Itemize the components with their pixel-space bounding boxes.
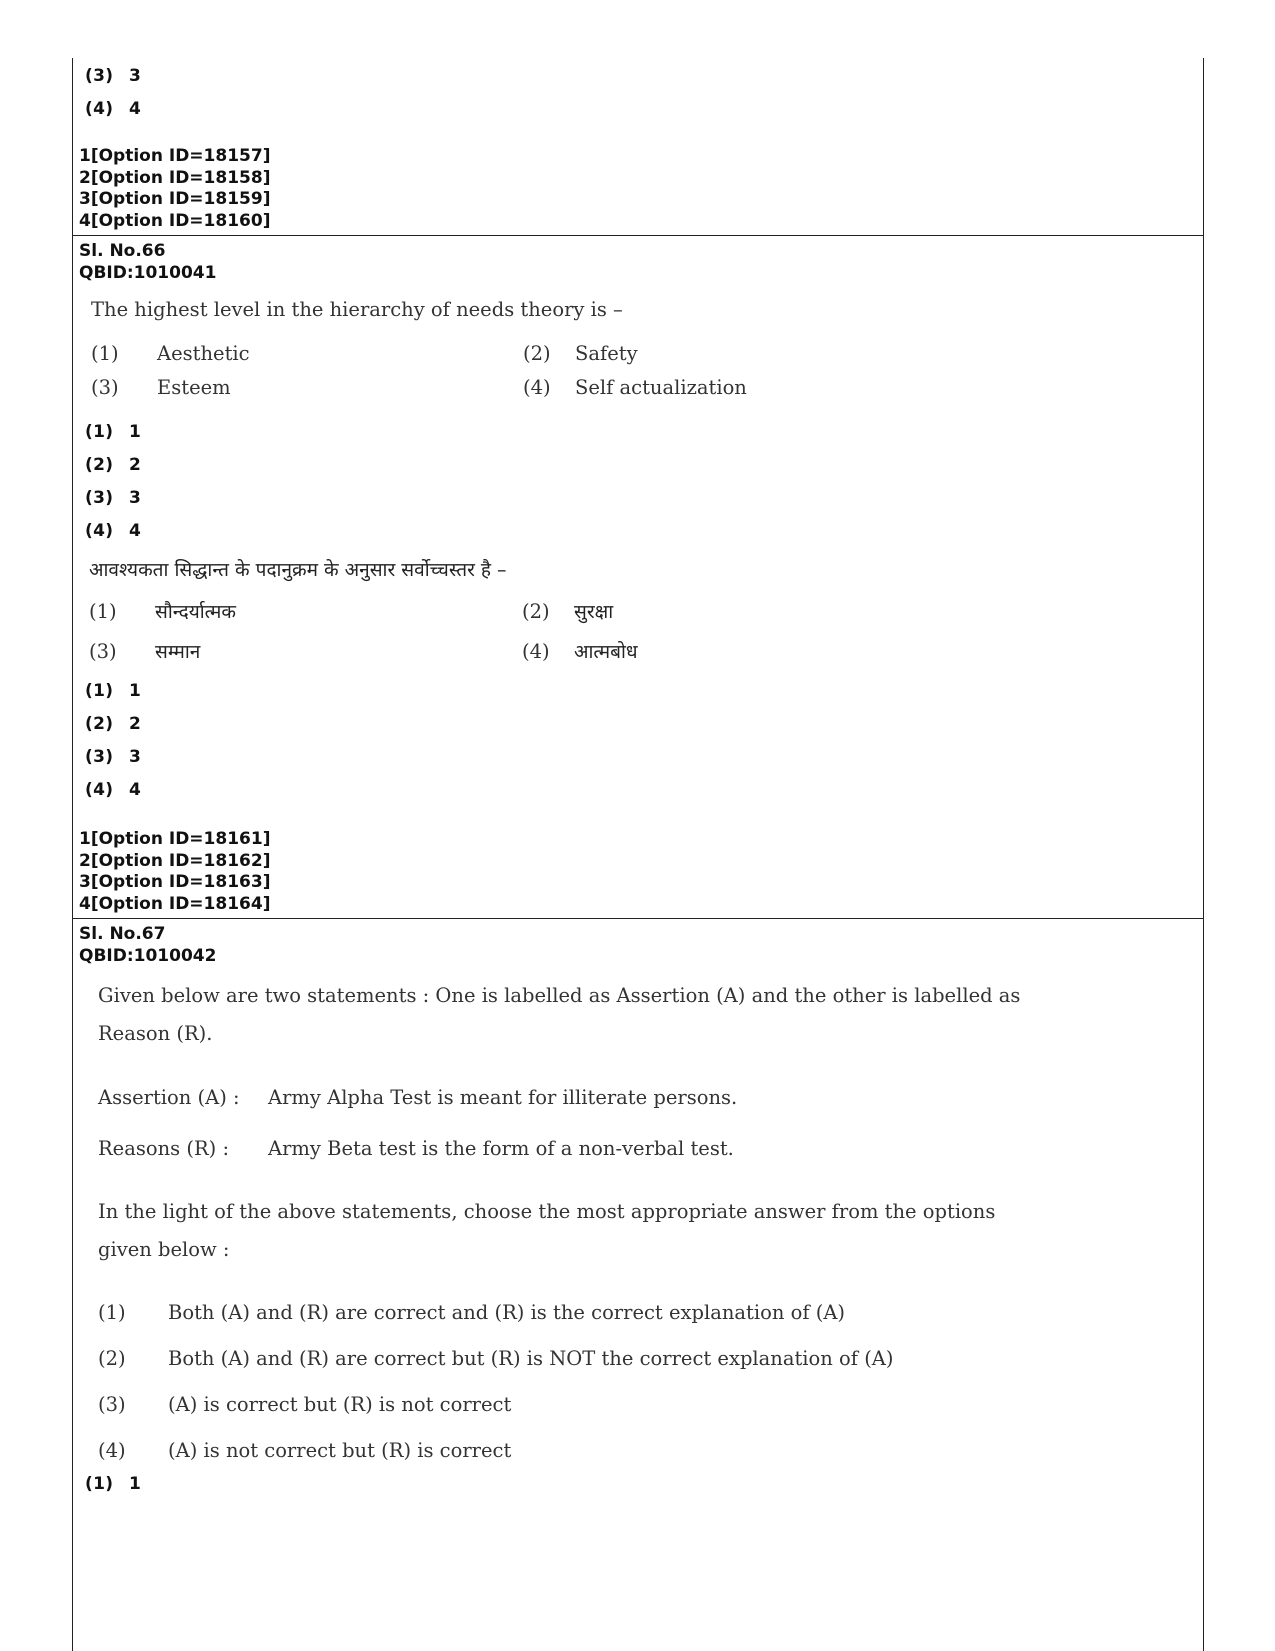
question-header bbox=[79, 241, 216, 284]
question-paper-frame bbox=[72, 58, 1204, 1651]
option-en-1: (1) Aesthetic bbox=[91, 342, 250, 365]
assertion-statement: Assertion (A) : Army Alpha Test is meant for illiterate persons. bbox=[98, 1086, 738, 1109]
answer-choice: (1) 1 bbox=[85, 681, 142, 701]
qbid: QBID:1010041 bbox=[79, 262, 217, 283]
option-hi-4: (4) आत्मबोध bbox=[522, 640, 638, 663]
option-1: (1) Both (A) and (R) are correct and (R) is the correct explanation of (A) bbox=[98, 1301, 846, 1324]
answer-choice: (4) 4 bbox=[85, 521, 142, 541]
option-en-2: (2) Safety bbox=[523, 342, 638, 365]
option-hi-2: (2) सुरक्षा bbox=[522, 600, 614, 623]
option-hi-3: (3) सम्मान bbox=[89, 640, 201, 663]
option-id-list: 1[Option ID=18161] 2[Option ID=18162] 3[Option ID=18163] 4[Option ID=18164] bbox=[79, 829, 271, 914]
option-hi-1: (1) सौन्दर्यात्मक bbox=[89, 600, 236, 623]
reason-statement: Reasons (R) : Army Beta test is the form of a non-verbal test. bbox=[98, 1137, 734, 1160]
option-en-3: (3) Esteem bbox=[91, 376, 231, 399]
question-text-en: The highest level in the hierarchy of needs theory is – bbox=[91, 298, 623, 321]
option-3: (3) (A) is correct but (R) is not correct bbox=[98, 1393, 512, 1416]
option-2: (2) Both (A) and (R) are correct but (R) is NOT the correct explanation of (A) bbox=[98, 1347, 894, 1370]
answer-choice: (3) 3 bbox=[85, 747, 142, 767]
section-divider bbox=[73, 235, 1203, 236]
option-en-4: (4) Self actualization bbox=[523, 376, 747, 399]
serial-number: Sl. No.66 bbox=[79, 241, 166, 261]
answer-choice: (3) 3 bbox=[85, 488, 142, 508]
answer-choice: (1) 1 bbox=[85, 422, 142, 442]
question-header bbox=[79, 924, 216, 967]
answer-choice: (1) 1 bbox=[85, 1474, 142, 1494]
question-intro: Given below are two statements : One is labelled as Assertion (A) and the other is labelled as Reason (R). bbox=[98, 984, 1021, 1045]
answer-choice: (4) 4 bbox=[85, 99, 142, 119]
option-4: (4) (A) is not correct but (R) is correct bbox=[98, 1439, 512, 1462]
question-instruction: In the light of the above statements, choose the most appropriate answer from the options given below : bbox=[98, 1200, 996, 1261]
question-text-hi: आवश्यकता सिद्धान्त के पदानुक्रम के अनुसार सर्वोच्चस्तर है – bbox=[89, 559, 507, 581]
qbid: QBID:1010042 bbox=[79, 945, 217, 966]
serial-number: Sl. No.67 bbox=[79, 924, 166, 944]
section-divider bbox=[73, 918, 1203, 919]
answer-choice: (2) 2 bbox=[85, 455, 142, 475]
answer-choice: (3) 3 bbox=[85, 66, 142, 86]
answer-choice: (2) 2 bbox=[85, 714, 142, 734]
option-id-list: 1[Option ID=18157] 2[Option ID=18158] 3[Option ID=18159] 4[Option ID=18160] bbox=[79, 146, 271, 231]
answer-choice: (4) 4 bbox=[85, 780, 142, 800]
